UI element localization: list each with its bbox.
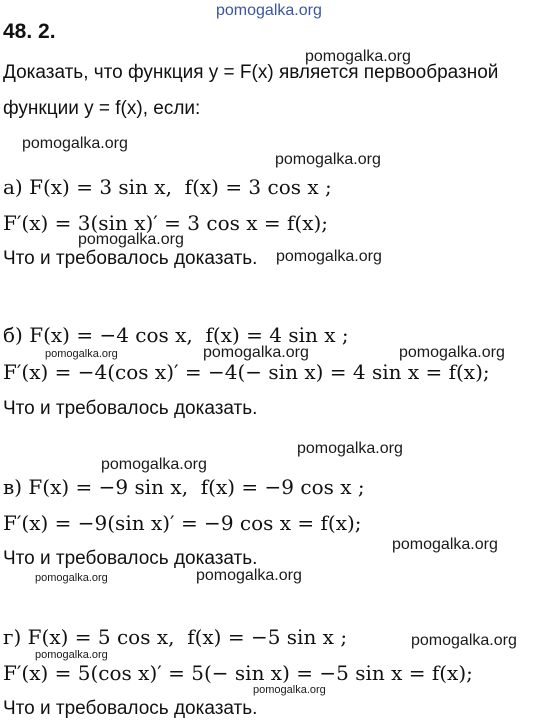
part-a-given: а) F(x) = 3 sin x, f(x) = 3 cos x ;: [3, 175, 332, 199]
watermark: pomogalka.org: [399, 344, 505, 361]
part-g-F: F(x) = 5 cos x: [27, 625, 169, 649]
part-g-label: г): [3, 625, 22, 649]
part-b-derivation: F′(x) = −4(cos x)′ = −4(− sin x) = 4 sin x = f(x);: [3, 360, 490, 384]
watermark: pomogalka.org: [78, 231, 184, 248]
watermark: pomogalka.org: [275, 151, 381, 168]
watermark: pomogalka.org: [276, 248, 382, 265]
watermark: pomogalka.org: [203, 344, 309, 361]
part-v-conclusion: Что и требовалось доказать.: [3, 548, 258, 569]
watermark: pomogalka.org: [305, 48, 411, 65]
part-v-derivation: F′(x) = −9(sin x)′ = −9 cos x = f(x);: [3, 511, 362, 535]
watermark: pomogalka.org: [253, 684, 326, 696]
watermark: pomogalka.org: [35, 649, 108, 661]
watermark: pomogalka.org: [196, 567, 302, 584]
watermark: pomogalka.org: [216, 2, 322, 19]
part-b-f: f(x) = 4 sin x ;: [205, 323, 349, 347]
part-a-label: а): [3, 175, 23, 199]
problem-number: 48. 2.: [3, 20, 56, 43]
watermark: pomogalka.org: [392, 536, 498, 553]
watermark: pomogalka.org: [411, 632, 517, 649]
part-a-derivation: F′(x) = 3(sin x)′ = 3 cos x = f(x);: [3, 211, 329, 235]
part-b-given: б) F(x) = −4 cos x, f(x) = 4 sin x ;: [3, 323, 349, 347]
part-v-F: F(x) = −9 sin x: [28, 475, 182, 499]
part-v-f: f(x) = −9 cos x ;: [200, 475, 365, 499]
problem-statement-line1: Доказать, что функция y = F(x) является первообразной: [3, 62, 499, 83]
part-b-label: б): [3, 323, 23, 347]
problem-statement-line2: функции y = f(x), если:: [3, 98, 201, 119]
part-g-derivation: F′(x) = 5(cos x)′ = 5(− sin x) = −5 sin x = f(x);: [3, 661, 473, 685]
part-b-F: F(x) = −4 cos x: [29, 323, 187, 347]
part-a-conclusion: Что и требовалось доказать.: [3, 248, 258, 269]
watermark: pomogalka.org: [22, 135, 128, 152]
part-g-f: f(x) = −5 sin x ;: [187, 625, 348, 649]
watermark: pomogalka.org: [35, 572, 108, 584]
part-g-given: г) F(x) = 5 cos x, f(x) = −5 sin x ;: [3, 625, 348, 649]
watermark: pomogalka.org: [101, 456, 207, 473]
part-a-F: F(x) = 3 sin x: [29, 175, 166, 199]
part-b-conclusion: Что и требовалось доказать.: [3, 398, 258, 419]
part-v-label: в): [3, 475, 23, 499]
watermark: pomogalka.org: [45, 348, 118, 360]
part-a-f: f(x) = 3 cos x ;: [184, 175, 332, 199]
part-g-conclusion: Что и требовалось доказать.: [3, 698, 258, 719]
watermark: pomogalka.org: [297, 440, 403, 457]
part-v-given: в) F(x) = −9 sin x, f(x) = −9 cos x ;: [3, 475, 365, 499]
